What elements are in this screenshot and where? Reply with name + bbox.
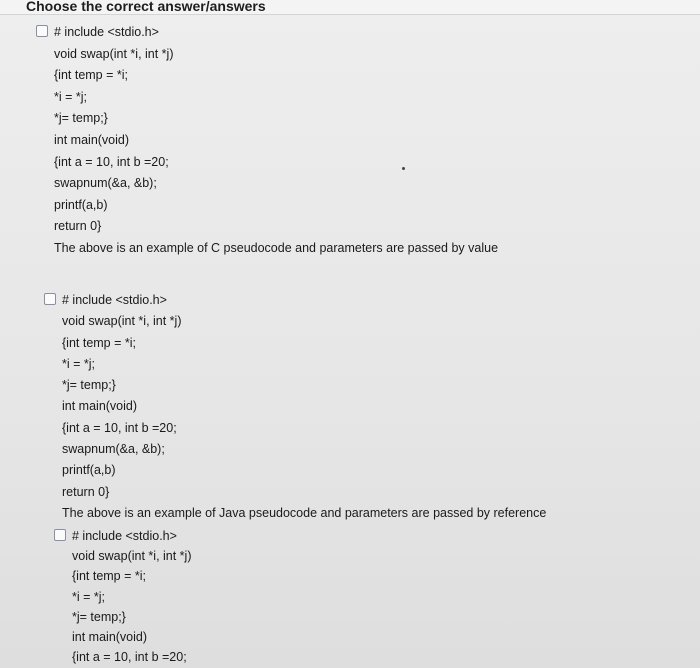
code-line: swapnum(&a, &b); — [54, 176, 157, 191]
screen-speck — [402, 167, 405, 170]
code-line: int main(void) — [62, 399, 138, 414]
code-line: *j= temp;} — [72, 609, 126, 624]
code-line: {int temp = *i; — [72, 569, 146, 584]
code-line: printf(a,b) — [62, 463, 116, 478]
question-prompt: Choose the correct answer/answers — [26, 0, 266, 14]
code-line: int main(void) — [54, 132, 130, 147]
code-line: # include <stdio.h> — [54, 25, 159, 39]
code-line: swapnum(&a, &b); — [62, 442, 165, 457]
code-line: *j= temp;} — [62, 378, 116, 393]
option-statement: The above is an example of Java pseudocode and parameters are passed by reference — [62, 505, 547, 520]
code-line: *i = *j; — [62, 356, 96, 371]
code-line: {int temp = *i; — [54, 68, 128, 83]
code-line: void swap(int *i, int *j) — [72, 549, 192, 564]
code-line: *j= temp;} — [54, 111, 108, 126]
code-line: void swap(int *i, int *j) — [54, 46, 174, 61]
code-line: *i = *j; — [54, 89, 88, 104]
code-line: {int a = 10, int b =20; — [72, 650, 187, 665]
checkbox-option-2[interactable] — [44, 293, 56, 305]
code-line: {int a = 10, int b =20; — [62, 420, 177, 435]
option-statement: The above is an example of C pseudocode and parameters are passed by value — [54, 240, 499, 255]
code-line: printf(a,b) — [54, 197, 108, 212]
code-line: return 0} — [62, 484, 110, 499]
code-line: *i = *j; — [72, 589, 106, 604]
checkbox-option-1[interactable] — [36, 25, 48, 37]
checkbox-option-3[interactable] — [54, 529, 66, 541]
code-line: void swap(int *i, int *j) — [62, 314, 182, 329]
option-1-text — [54, 22, 498, 260]
option-3-text — [72, 526, 192, 667]
code-line: {int a = 10, int b =20; — [54, 154, 169, 169]
code-line: return 0} — [54, 219, 102, 234]
code-line: {int temp = *i; — [62, 335, 136, 350]
option-2-text — [62, 290, 546, 524]
code-line: # include <stdio.h> — [72, 529, 177, 543]
code-line: int main(void) — [72, 629, 148, 644]
code-line: # include <stdio.h> — [62, 293, 167, 307]
